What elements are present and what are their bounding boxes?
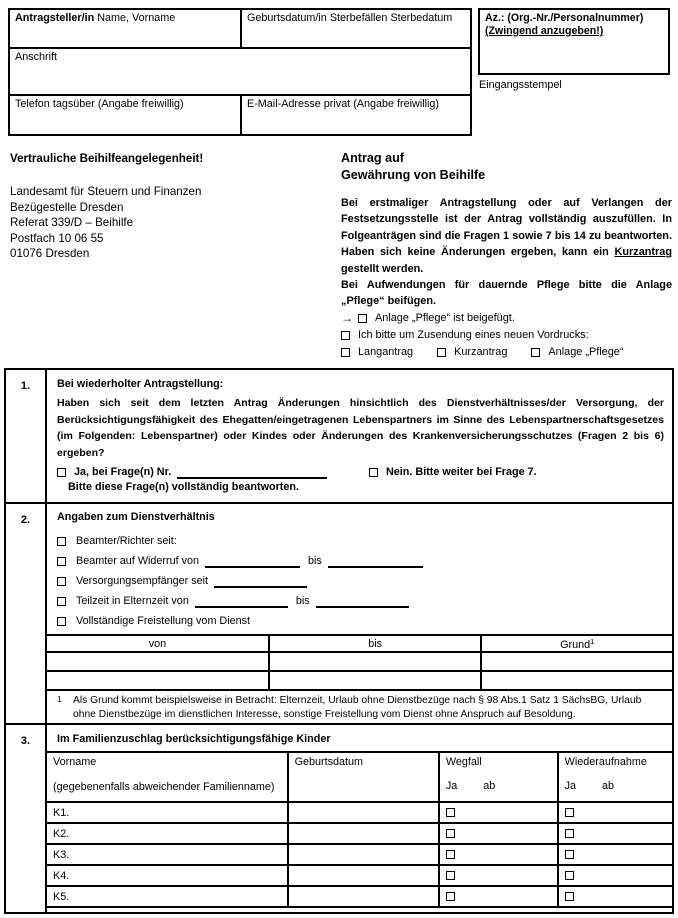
child-row-label: K2.: [53, 827, 70, 840]
instructions-text: gestellt werden.: [341, 262, 424, 275]
address-label: Anschrift: [15, 51, 58, 63]
option-teilzeit: [47, 591, 672, 611]
child-row-label: K5.: [53, 890, 70, 903]
bis-cell[interactable]: [269, 652, 482, 671]
kurzantrag-underlined: Kurzantrag: [614, 246, 672, 259]
confidential-note: Vertrauliche Beihilfeangelegenheit!: [10, 152, 204, 165]
section-3-content: [45, 725, 672, 912]
teilzeit-checkbox[interactable]: [57, 597, 66, 606]
wiederaufnahme-cell: [558, 802, 672, 823]
child-birthdate-cell[interactable]: [288, 865, 439, 886]
freistellung-label: Vollständige Freistellung vom Dienst: [76, 615, 251, 627]
col-grund-header: [481, 635, 672, 652]
resend-form-label: Ich bitte um Zusendung eines neuen Vordrucks:: [358, 329, 589, 342]
authority-address-line: Bezügestelle Dresden: [10, 200, 124, 214]
anlage-pflege-checkbox[interactable]: [531, 348, 540, 357]
grund-cell[interactable]: [481, 671, 672, 690]
teilzeit-label: Teilzeit in Elternzeit von: [76, 595, 189, 607]
versorgung-seit-blank[interactable]: [214, 575, 307, 588]
attachment-care-line: [341, 310, 672, 327]
wiederaufnahme-label: Wiederaufnahme: [564, 756, 647, 768]
form-sections: [4, 368, 674, 914]
child-name-cell[interactable]: [47, 886, 288, 907]
ab-label: ab: [483, 780, 496, 792]
yes-checkbox[interactable]: [57, 468, 66, 477]
von-cell[interactable]: [47, 652, 269, 671]
beamter-widerruf-checkbox[interactable]: [57, 557, 66, 566]
child-row: [47, 844, 672, 865]
email-field[interactable]: [240, 94, 472, 136]
authority-address-line: Referat 339/D – Beihilfe: [10, 216, 134, 229]
child-birthdate-cell[interactable]: [288, 823, 439, 844]
grund-footnote: [47, 691, 672, 721]
child-name-cell[interactable]: [47, 823, 288, 844]
authority-address-line: Landesamt für Steuern und Finanzen: [10, 185, 202, 198]
kurzantrag-label: Kurzantrag: [454, 346, 508, 359]
applicant-name-label: Name, Vorname: [94, 12, 176, 24]
langantrag-label: Langantrag: [358, 346, 414, 359]
wegfall-ja-checkbox[interactable]: [446, 829, 455, 838]
grund-cell[interactable]: [481, 652, 672, 671]
form-title-line1: Antrag auf: [341, 151, 404, 165]
wegfall-ja-checkbox[interactable]: [446, 892, 455, 901]
child-row: [47, 886, 672, 907]
freistellung-checkbox[interactable]: [57, 617, 66, 626]
option-beamter-widerruf: [47, 551, 672, 571]
no-checkbox[interactable]: [369, 468, 378, 477]
child-row: [47, 802, 672, 823]
wiederaufnahme-ja-checkbox[interactable]: [565, 808, 574, 817]
teilzeit-bis-label: bis: [295, 595, 310, 607]
file-number-label: Az.: (Org.-Nr./Personalnummer): [485, 12, 644, 24]
phone-field[interactable]: [8, 94, 242, 136]
arrow-icon: →: [341, 311, 353, 326]
bis-cell[interactable]: [269, 671, 482, 690]
file-number-required-note: (Zwingend anzugeben!): [485, 25, 604, 37]
email-label: E-Mail-Adresse privat (Angabe freiwillig): [247, 98, 440, 110]
grund-text: Grund: [560, 638, 591, 651]
widerruf-bis-label: bis: [308, 555, 322, 567]
child-row-label: K1.: [53, 806, 70, 819]
child-birthdate-cell[interactable]: [288, 886, 439, 907]
birthdate-field[interactable]: [240, 8, 472, 49]
answer-no: [369, 466, 537, 478]
wiederaufnahme-ja-checkbox[interactable]: [565, 829, 574, 838]
wegfall-cell: [439, 823, 558, 844]
wegfall-label: Wegfall: [445, 756, 482, 768]
form-title-line2: Gewährung von Beihilfe: [341, 167, 486, 182]
versorgung-checkbox[interactable]: [57, 577, 66, 586]
leave-table-header-row: [47, 635, 672, 652]
versorgung-label: Versorgungsempfänger seit: [76, 575, 209, 587]
instructions-text: Bei erstmaliger Antragstellung oder auf Verlangen der Festsetzungsstelle ist der Antrag vollständig auszufüllen. In Folgeanträgen sind die Fragen 1 sowie 7 bis 14 zu beantworten. Haben sich keine Änderungen ergeben, kann ein: [341, 197, 672, 259]
child-row: [47, 865, 672, 886]
section-1-answers: [47, 464, 672, 480]
widerruf-von-blank[interactable]: [205, 555, 300, 568]
instructions-block: [341, 195, 672, 361]
wegfall-ja-checkbox[interactable]: [446, 871, 455, 880]
section-3-number: 3.: [20, 735, 31, 747]
address-field[interactable]: [8, 47, 472, 96]
resend-form-checkbox[interactable]: [341, 331, 350, 340]
beamter-richter-label: Beamter/Richter seit:: [76, 535, 177, 547]
child-name-cell[interactable]: [47, 844, 288, 865]
col-geburtsdatum-header: Geburtsdatum: [288, 752, 439, 802]
wiederaufnahme-cell: [558, 844, 672, 865]
leave-table-row: [47, 652, 672, 671]
child-name-cell[interactable]: [47, 802, 288, 823]
instructions-paragraph-2: Bei Aufwendungen für dauernde Pflege bitte die Anlage „Pflege“ beifügen.: [341, 279, 672, 308]
question-numbers-blank[interactable]: [177, 466, 327, 479]
children-table-header-row: [47, 752, 672, 802]
form-title: [341, 150, 485, 183]
option-beamter-richter: [47, 531, 672, 551]
children-table: [47, 751, 672, 908]
section-1-content: [45, 370, 672, 502]
wiederaufnahme-sublabels: [565, 780, 666, 792]
col-wegfall-header: [439, 752, 558, 802]
section-3-title: Im Familienzuschlag berücksichtigungsfähige Kinder: [57, 733, 331, 745]
child-row-label: K4.: [53, 869, 70, 882]
option-freistellung: [47, 611, 672, 631]
answer-yes: [57, 466, 369, 479]
wegfall-sublabels: [446, 780, 551, 792]
teilzeit-bis-blank[interactable]: [316, 595, 409, 608]
ab-label: ab: [602, 780, 615, 792]
section-1-title: Bei wiederholter Antragstellung:: [57, 378, 224, 390]
beamter-richter-checkbox[interactable]: [57, 537, 66, 546]
section-2-title: Angaben zum Dienstverhältnis: [57, 511, 215, 523]
child-row-label: K3.: [53, 848, 70, 861]
form-options-line: [341, 344, 672, 361]
col-vorname-header: [47, 752, 288, 802]
birthdate-label: Geburtsdatum/in Sterbefällen Sterbedatum: [247, 12, 453, 24]
ja-label: Ja: [445, 780, 458, 792]
von-cell[interactable]: [47, 671, 269, 690]
wiederaufnahme-cell: [558, 865, 672, 886]
child-name-cell[interactable]: [47, 865, 288, 886]
no-label: Nein. Bitte weiter bei Frage 7.: [386, 466, 537, 479]
child-birthdate-cell[interactable]: [288, 844, 439, 865]
wiederaufnahme-ja-checkbox[interactable]: [565, 892, 574, 901]
file-number-field[interactable]: [478, 8, 670, 75]
resend-form-line: [341, 327, 672, 344]
section-2-employment: [6, 502, 672, 723]
care-attached-checkbox[interactable]: [358, 314, 367, 323]
ja-label: Ja: [564, 780, 577, 792]
yes-note: Bitte diese Frage(n) vollständig beantworten.: [68, 481, 299, 494]
wiederaufnahme-ja-checkbox[interactable]: [565, 850, 574, 859]
phone-label: Telefon tagsüber (Angabe freiwillig): [15, 98, 184, 110]
footnote-marker: 1: [57, 695, 62, 704]
authority-address-line: 01076 Dresden: [10, 247, 90, 260]
grund-footnote-marker: 1: [590, 636, 595, 646]
section-3-children: [6, 723, 672, 912]
wegfall-ja-checkbox[interactable]: [446, 850, 455, 859]
child-birthdate-cell[interactable]: [288, 802, 439, 823]
langantrag-checkbox[interactable]: [341, 348, 350, 357]
authority-address-block: [10, 184, 201, 262]
familienname-note: (gegebenenfalls abweichender Familienname): [53, 781, 275, 793]
section-2-number: 2.: [20, 514, 31, 526]
vorname-label: Vorname: [53, 756, 97, 768]
section-1-number: 1.: [20, 380, 31, 392]
wegfall-cell: [439, 865, 558, 886]
wegfall-cell: [439, 844, 558, 865]
anlage-pflege-label: Anlage „Pflege“: [548, 346, 624, 359]
leave-periods-table: [47, 634, 672, 691]
teilzeit-von-blank[interactable]: [195, 595, 288, 608]
section-1-repeat-application: [6, 370, 672, 502]
applicant-name-field[interactable]: [8, 8, 242, 49]
kurzantrag-checkbox[interactable]: [437, 348, 446, 357]
wegfall-cell: [439, 886, 558, 907]
wiederaufnahme-ja-checkbox[interactable]: [565, 871, 574, 880]
wiederaufnahme-cell: [558, 823, 672, 844]
authority-address-line: Postfach 10 06 55: [10, 231, 104, 245]
applicant-name-label-bold: Antragsteller/in: [15, 12, 95, 24]
wegfall-cell: [439, 802, 558, 823]
col-wiederaufnahme-header: [558, 752, 672, 802]
child-row: [47, 823, 672, 844]
yes-label: Ja, bei Frage(n) Nr.: [74, 466, 172, 479]
col-von-header: von: [47, 635, 269, 652]
beamter-widerruf-label: Beamter auf Widerruf von: [76, 555, 200, 567]
footnote-text: Als Grund kommt beispielsweise in Betracht: Elternzeit, Urlaub ohne Dienstbezüge nach § 98 Abs.1 Satz 1 SächsBG, Urlaub ohne Dienstbezüge im dienstlichen Interesse, sonstige Freistellung vom Dienst ohne Anspruch auf Besoldung.: [73, 695, 642, 720]
instructions-paragraph-1: [341, 195, 672, 277]
widerruf-bis-blank[interactable]: [328, 555, 423, 568]
col-bis-header: bis: [269, 635, 482, 652]
care-attached-label: Anlage „Pflege“ ist beigefügt.: [375, 312, 515, 325]
option-versorgung: [47, 571, 672, 591]
leave-table-row: [47, 671, 672, 690]
incoming-stamp-label: Eingangsstempel: [479, 79, 562, 91]
wegfall-ja-checkbox[interactable]: [446, 808, 455, 817]
section-1-question: Haben sich seit dem letzten Antrag Änderungen hinsichtlich des Dienstverhältnisses/der Versorgung, der Berücksichtigungsfähigkeit des Ehegatten/eingetragenen Lebenspartners im Sinne des Lebenspartnerschaftsgesetzes (im Folgenden: Lebenspartner) oder Kindes oder Änderungen des Krankenversicherungsschutzes (Fragen 2 bis 6) ergeben?: [57, 397, 664, 459]
section-2-content: [45, 504, 672, 723]
wiederaufnahme-cell: [558, 886, 672, 907]
